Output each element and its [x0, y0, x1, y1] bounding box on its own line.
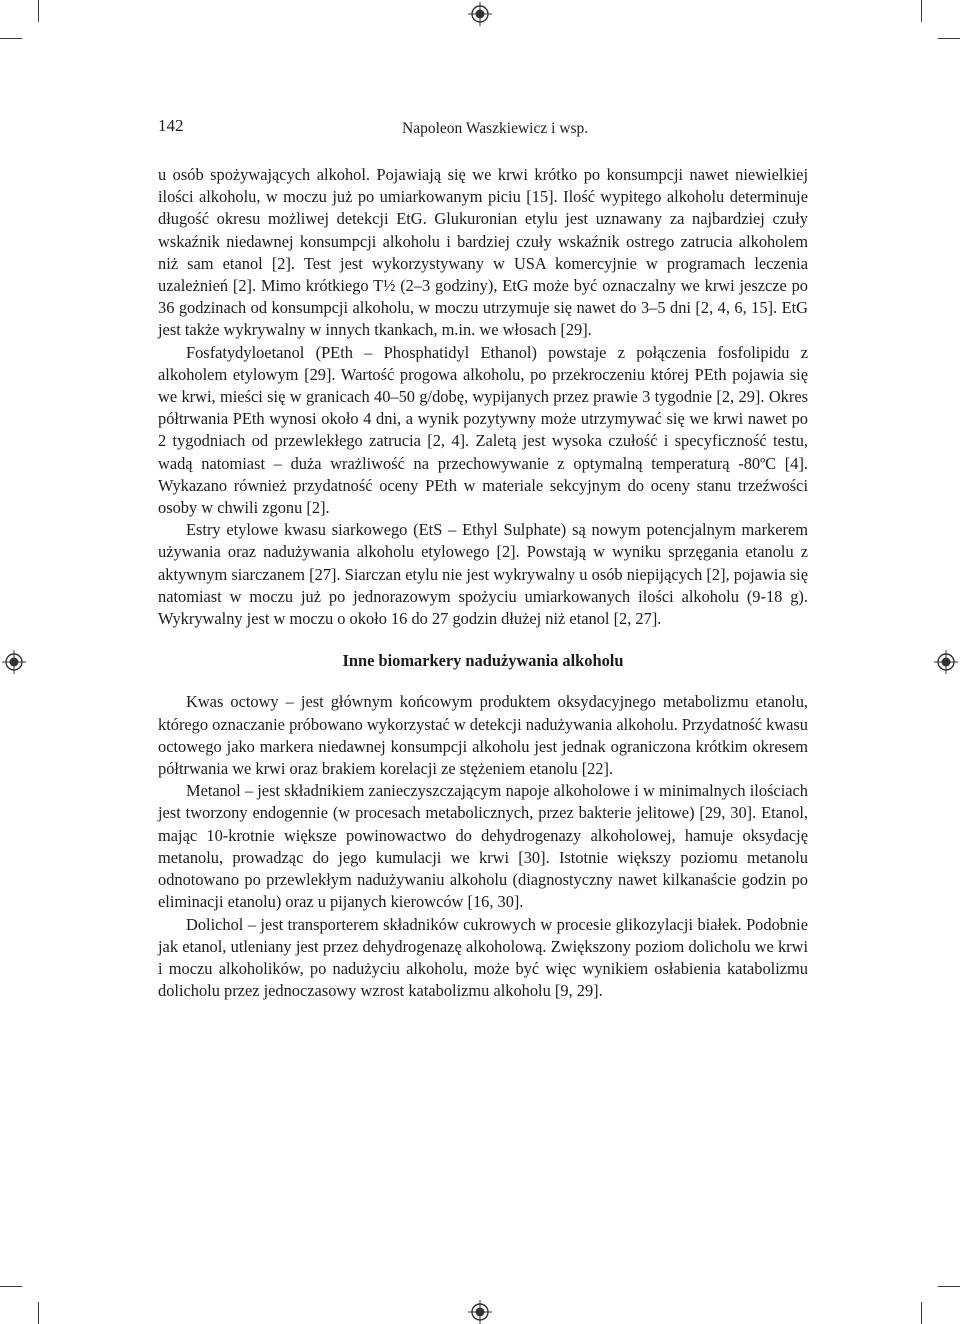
registration-mark-icon	[468, 1300, 492, 1324]
crop-mark-bottom-right-horizontal	[938, 1286, 960, 1287]
crop-mark-top-right-vertical	[921, 0, 922, 22]
paragraph: u osób spożywających alkohol. Pojawiają się we krwi krótko po konsumpcji nawet niewielkiej ilości alkoholu, w moczu już po umiarkowanym piciu [15]. Ilość wypitego alkoholu determinuje długość okresu możliwej detekcji EtG. Glukuronian etylu jest uznawany za najbardziej czuły wskaźnik niedawnej konsumpcji alkoholu i bardziej czuły wskaźnik ostrego zatrucia alkoholem niż sam etanol [2]. Test jest wykorzystywany w USA komercyjnie w programach leczenia uzależnień [2]. Mimo krótkiego T½ (2–3 godziny), EtG może być oznaczalny we krwi jeszcze po 36 godzinach od konsumpcji alkoholu, w moczu utrzymuje się nawet do 3–5 dni [2, 4, 6, 15]. EtG jest także wykrywalny w innych tkankach, m.in. we włosach [29].	[158, 165, 808, 340]
registration-mark-icon	[468, 2, 492, 26]
registration-mark-icon	[934, 650, 958, 674]
crop-mark-top-left-vertical	[38, 0, 39, 22]
running-head: Napoleon Waszkiewicz i wsp.	[402, 120, 589, 137]
registration-mark-icon	[2, 650, 26, 674]
paragraph: Estry etylowe kwasu siarkowego (EtS – Ethyl Sulphate) są nowym potencjalnym markerem używania oraz nadużywania alkoholu etylowego [2]. Powstają w wyniku sprzęgania etanolu z aktywnym siarczanem [27]. Siarczan etylu nie jest wykrywalny u osób niepijących [2], pojawia się natomiast w moczu już po jednorazowym spożyciu umiarkowanych ilości alkoholu (9-18 g). Wykrywalny jest w moczu o około 16 do 27 godzin dłużej niż etanol [2, 27].	[158, 520, 808, 629]
page-number: 142	[158, 116, 184, 135]
paragraph: Kwas octowy – jest głównym końcowym produktem oksydacyjnego metabolizmu etanolu, którego oznaczanie próbowano wykorzystać w detekcji nadużywania alkoholu. Przydatność kwasu octowego jako markera niedawnej konsumpcji alkoholu jest jednak ograniczona krótkim okresem półtrwania we krwi oraz brakiem korelacji ze stężeniem etanolu [22].	[158, 692, 808, 779]
paragraph: Metanol – jest składnikiem zanieczyszczającym napoje alkoholowe i w minimalnych ilościach jest tworzony endogennie (w procesach metabolicznych, przez bakterie jelitowe) [29, 30]. Etanol, mając 10-krotnie większe powinowactwo do dehydrogenazy alkoholowej, hamuje oksydację metanolu, prowadząc do jego kumulacji we krwi [30]. Istotnie większy poziomu metanolu odnotowano po przewlekłym nadużywaniu alkoholu (diagnostyczny nawet kilkanaście godzin po eliminacji etanolu) oraz u pijanych kierowców [16, 30].	[158, 781, 808, 912]
crop-mark-bottom-left-horizontal	[0, 1286, 22, 1287]
paragraph: Dolichol – jest transporterem składników cukrowych w procesie glikozylacji białek. Podobnie jak etanol, utleniany jest przez dehydrogenazę alkoholową. Zwiększony poziom dolicholu we krwi i moczu alkoholików, po nadużyciu alkoholu, może być więc wynikiem osłabienia katabolizmu dolicholu przez jednoczasowy wzrost katabolizmu alkoholu [9, 29].	[158, 914, 808, 1001]
crop-mark-bottom-left-vertical	[38, 1302, 39, 1324]
section-heading: Inne biomarkery nadużywania alkoholu	[342, 651, 624, 671]
paragraph: Fosfatydyloetanol (PEth – Phosphatidyl Ethanol) powstaje z połączenia fosfolipidu z alkoholem etylowym [29]. Wartość progowa alkoholu, po przekroczeniu której PEth pojawia się we krwi, mieści się w granicach 40–50 g/dobę, wypijanych przez prawie 3 tygodnie [2, 29]. Okres półtrwania PEth wynosi około 4 dni, a wynik pozytywny może utrzymywać się we krwi nawet po 2 tygodniach od przewlekłego zatrucia [2, 4]. Zaletą jest wysoka czułość i specyficzność testu, wadą natomiast – duża wrażliwość na przechowywanie z optymalną temperaturą -80ºC [4]. Wykazano również przydatność oceny PEth w materiale sekcyjnym do oceny stanu trzeźwości osoby w chwili zgonu [2].	[158, 342, 808, 518]
crop-mark-bottom-right-vertical	[921, 1302, 922, 1324]
page-header	[158, 116, 808, 140]
crop-mark-top-right-horizontal	[938, 38, 960, 39]
crop-mark-top-left-horizontal	[0, 38, 22, 39]
body-text	[158, 164, 808, 1002]
